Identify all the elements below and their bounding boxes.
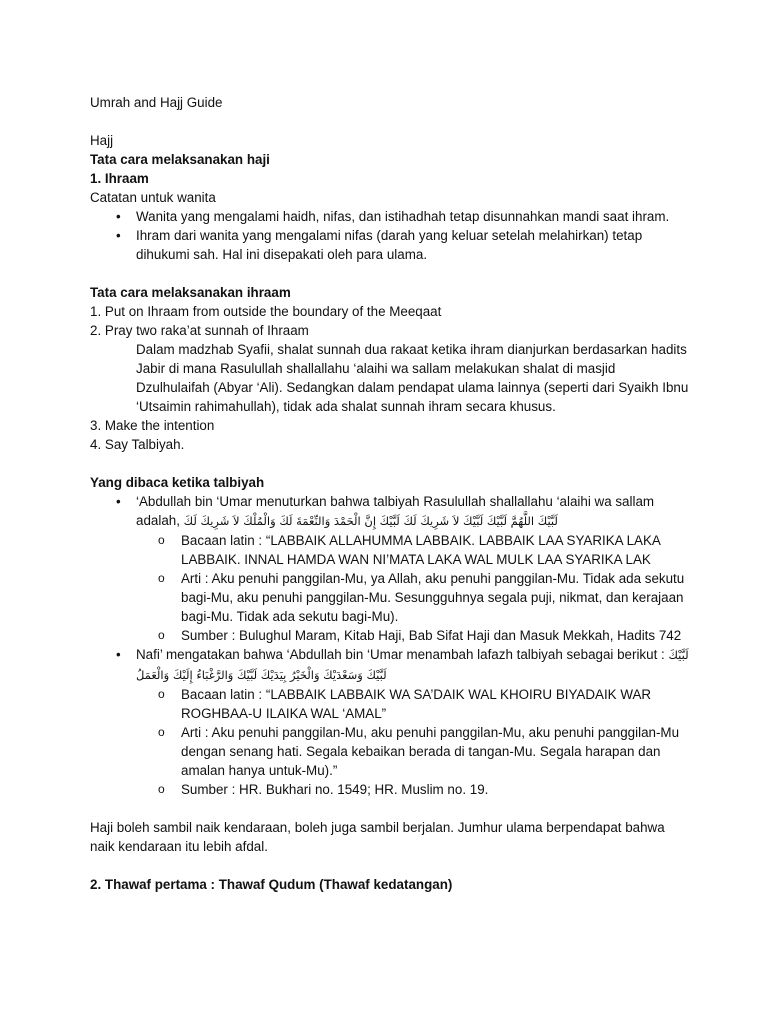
closing-paragraph: Haji boleh sambil naik kendaraan, boleh juga sambil berjalan. Jumhur ulama berpendapat bahwa naik kendaraan itu lebih afdal.: [90, 820, 665, 854]
list-item: • Ihram dari wanita yang mengalami nifas (darah yang keluar setelah melahirkan) tetap dihukumi sah. Hal ini disepakati oleh para ulama.: [90, 226, 690, 264]
talbiyah-heading: Yang dibaca ketika talbiyah: [90, 475, 265, 490]
list-item: o Arti : Aku penuhi panggilan-Mu, aku penuhi panggilan-Mu, aku penuhi panggilan-Mu dengan senang hati. Segala kebaikan berada di tangan-Mu. Segala harapan dan amalan hanya untuk-Mu).”: [136, 723, 690, 780]
women-notes-label: Catatan untuk wanita: [90, 190, 216, 205]
talbiyah-item-2-intro: Nafi’ mengatakan bahwa ‘Abdullah bin ‘Umar menambah lafazh talbiyah sebagai berikut :: [136, 647, 665, 662]
talbiyah-item-1-arabic: لَبَّيْكَ اللَّهُمَّ لَبَّيْكَ لَبَّيْكَ لاَ شَرِيكَ لَكَ لَبَّيْكَ إِنَّ الْحَمْدَ وَالنِّعْمَةَ لَكَ وَالْمُلْكَ لاَ شَرِيكَ لَكَ: [183, 514, 558, 528]
blank-line: [90, 454, 690, 473]
talbiyah-item-2: [90, 645, 690, 799]
blank-line: [90, 264, 690, 283]
step2-heading: 2. Thawaf pertama : Thawaf Qudum (Thawaf kedatangan): [90, 877, 453, 892]
section-label: Hajj: [90, 133, 114, 148]
document-title: Umrah and Hajj Guide: [90, 95, 223, 110]
list-item: o Sumber : HR. Bukhari no. 1549; HR. Muslim no. 19.: [136, 780, 690, 799]
procedure-step-1: 1. Put on Ihraam from outside the boundary of the Meeqaat: [90, 304, 442, 319]
list-item: • Wanita yang mengalami haidh, nifas, dan istihadhah tetap disunnahkan mandi saat ihram.: [90, 207, 690, 226]
talbiyah-item-2-arabic: لَبَّيْكَ لَبَّيْكَ وَسَعْدَيْكَ وَالْخَيْرُ بِيَدَيْكَ لَبَّيْكَ وَالرَّغْبَاءُ إِلَيْكَ وَالْعَمَلُ: [136, 648, 689, 682]
talbiyah-item-1: [90, 492, 690, 645]
talbiyah-list: [90, 492, 690, 799]
procedure-step-3: 3. Make the intention: [90, 418, 215, 433]
talbiyah-item-2-details: [136, 685, 690, 799]
blank-line: [90, 856, 690, 875]
step1-heading: 1. Ihraam: [90, 171, 149, 186]
procedure-step-2-note: Dalam madzhab Syafii, shalat sunnah dua rakaat ketika ihram dianjurkan berdasarkan hadits Jabir di mana Rasulullah shallallahu ‘alaihi wa sallam melakukan shalat di masjid Dzulhulaifah (Abyar ‘Ali). Sedangkan dalam pendapat ulama lainnya (seperti dari Syaikh Ibnu ‘Utsaimin rahimahullah), tidak ada shalat sunnah ihram secara khusus.: [136, 342, 689, 414]
list-item: o Bacaan latin : “LABBAIK LABBAIK WA SA’DAIK WAL KHOIRU BIYADAIK WAR ROGHBAA-U ILAIKA WAL ‘AMAL”: [136, 685, 690, 723]
blank-line: [90, 799, 690, 818]
document-body: [90, 93, 690, 894]
list-item: o Arti : Aku penuhi panggilan-Mu, ya Allah, aku penuhi panggilan-Mu. Tidak ada sekutu bagi-Mu, aku penuhi panggilan-Mu. Sesungguhnya segala puji, nikmat, dan kerajaan bagi-Mu. Tidak ada sekutu bagi-Mu).: [136, 569, 690, 626]
list-item: o Sumber : Bulughul Maram, Kitab Haji, Bab Sifat Haji dan Masuk Mekkah, Hadits 742: [136, 626, 690, 645]
blank-line: [90, 112, 690, 131]
list-item: o Bacaan latin : “LABBAIK ALLAHUMMA LABBAIK. LABBAIK LAA SYARIKA LAKA LABBAIK. INNAL HAMDA WAN NI’MATA LAKA WAL MULK LAA SYARIKA LAK: [136, 531, 690, 569]
section-heading: Tata cara melaksanakan haji: [90, 152, 270, 167]
ihraam-procedure-heading: Tata cara melaksanakan ihraam: [90, 285, 291, 300]
women-notes-list: [90, 207, 690, 264]
talbiyah-item-1-details: [136, 531, 690, 645]
talbiyah-item-1-intro: ‘Abdullah bin ‘Umar menuturkan bahwa talbiyah Rasulullah shallallahu ‘alaihi wa sallam adalah,: [136, 494, 655, 528]
procedure-step-2: 2. Pray two raka’at sunnah of Ihraam: [90, 323, 309, 338]
procedure-step-4: 4. Say Talbiyah.: [90, 437, 185, 452]
